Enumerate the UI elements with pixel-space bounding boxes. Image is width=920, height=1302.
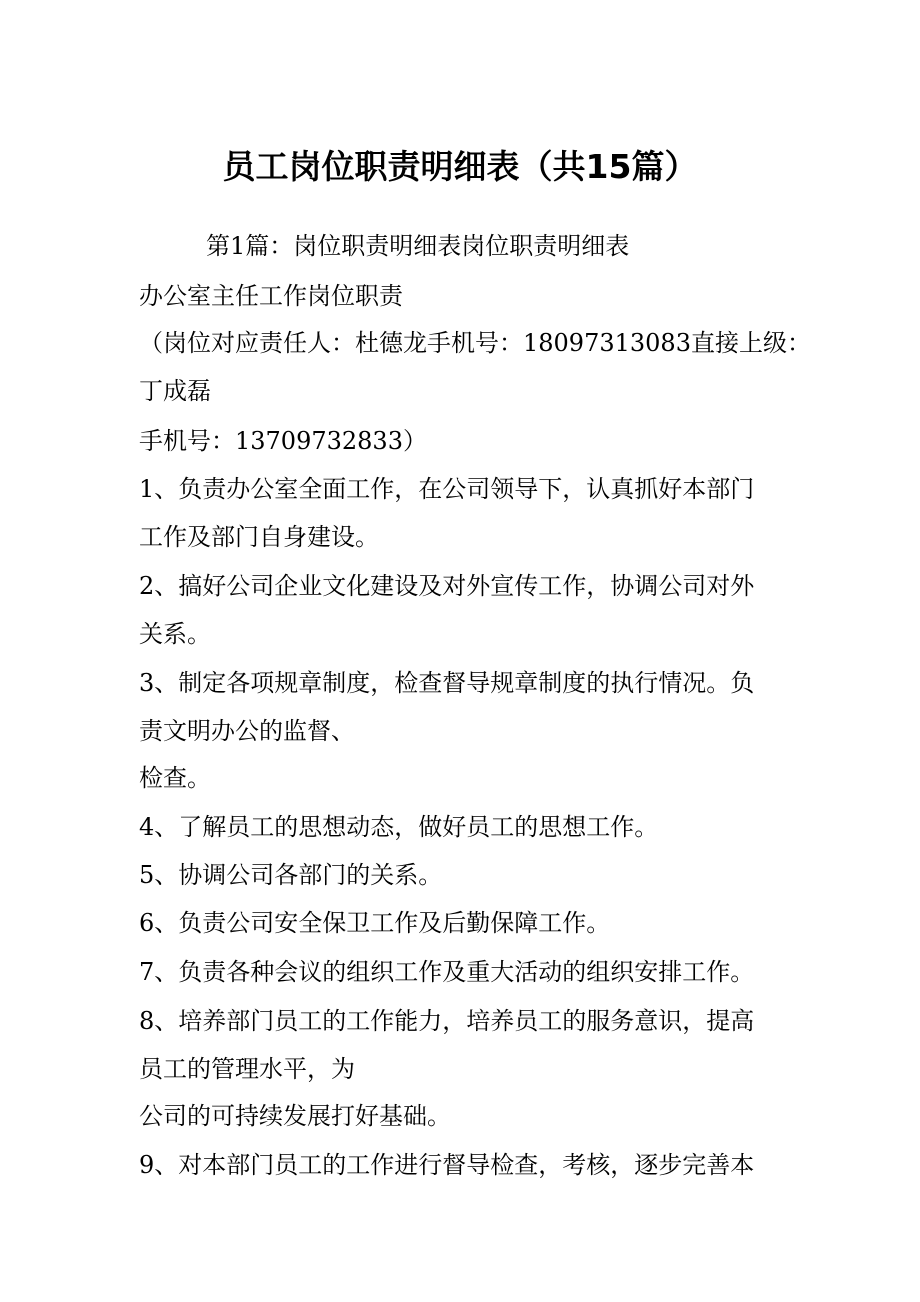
duty-item-6: 6、负责公司安全保卫工作及后勤保障工作。 — [139, 909, 611, 937]
duty-item-2-line-b: 关系。 — [139, 620, 211, 648]
duty-item-7: 7、负责各种会议的组织工作及重大活动的组织安排工作。 — [139, 958, 755, 986]
section-heading: 第1篇：岗位职责明细表岗位职责明细表 — [206, 232, 630, 260]
duty-item-3-line-b: 责文明办公的监督、 — [139, 717, 355, 745]
supervisor-name-line: 丁成磊 — [139, 377, 211, 405]
duty-item-5: 5、协调公司各部门的关系。 — [139, 861, 443, 889]
duty-item-1-line-a: 1、负责办公室全面工作，在公司领导下，认真抓好本部门 — [139, 475, 755, 503]
duty-item-4: 4、了解员工的思想动态，做好员工的思想工作。 — [139, 813, 659, 841]
duty-item-8-line-a: 8、培养部门员工的工作能力，培养员工的服务意识，提高 — [139, 1007, 755, 1035]
duty-item-2-line-a: 2、搞好公司企业文化建设及对外宣传工作，协调公司对外 — [139, 572, 755, 600]
duty-item-8-line-c: 公司的可持续发展打好基础。 — [139, 1102, 451, 1130]
document-title: 员工岗位职责明细表（共15篇） — [222, 147, 698, 186]
duty-item-3-line-a: 3、制定各项规章制度，检查督导规章制度的执行情况。负 — [139, 669, 755, 697]
duty-item-1-line-b: 工作及部门自身建设。 — [139, 523, 379, 551]
duty-item-3-line-c: 检查。 — [139, 764, 211, 792]
supervisor-phone-line: 手机号：13709732833） — [139, 427, 427, 455]
duty-item-9-line-a: 9、对本部门员工的工作进行督导检查，考核，逐步完善本 — [139, 1151, 755, 1179]
responsible-person-line: （岗位对应责任人：杜德龙手机号：18097313083直接上级： — [139, 329, 811, 357]
duty-item-8-line-b: 员工的管理水平，为 — [139, 1055, 355, 1083]
subheading-position: 办公室主任工作岗位职责 — [139, 282, 403, 310]
